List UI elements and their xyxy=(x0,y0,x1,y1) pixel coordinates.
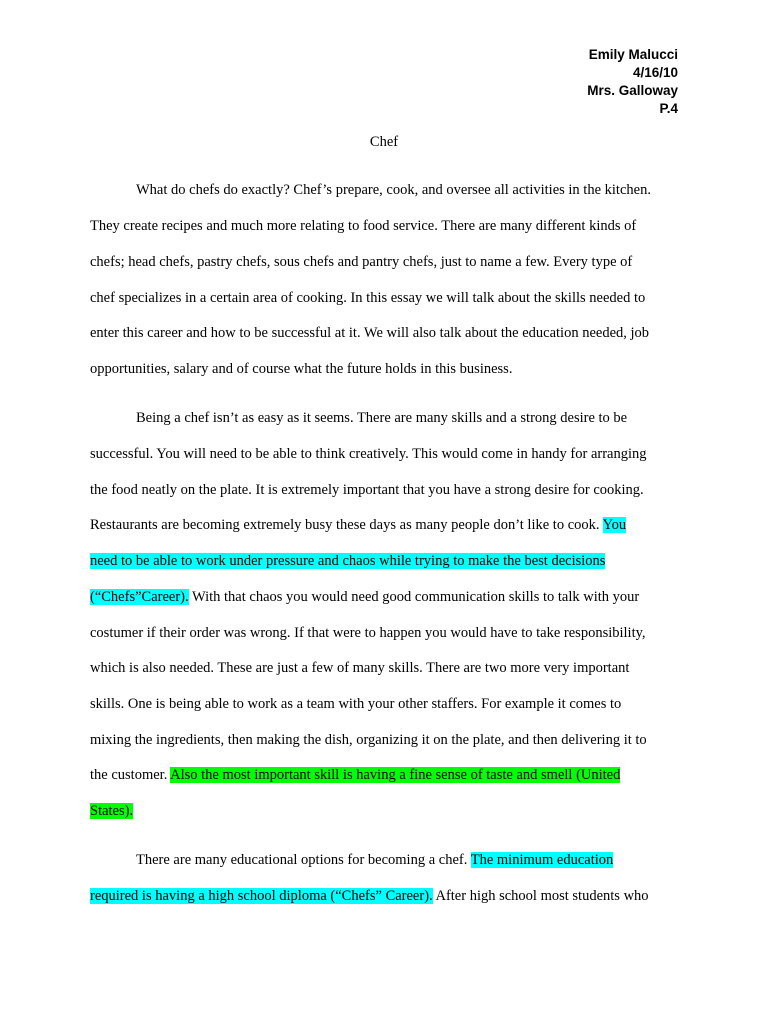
text-line xyxy=(90,623,646,643)
text-segment: the customer. xyxy=(90,767,171,783)
highlighted-citation: You xyxy=(602,517,627,533)
text-segment: Restaurants are becoming extremely busy these days as many people don’t like to cook. xyxy=(90,517,603,533)
text-line xyxy=(90,551,605,571)
highlighted-citation: (“Chefs”Career). xyxy=(90,589,189,605)
text-segment: mixing the ingredients, then making the dish, organizing it on the plate, and then delivering it to xyxy=(90,732,647,748)
class-period: P.4 xyxy=(659,101,678,116)
document-date: 4/16/10 xyxy=(632,65,678,80)
highlighted-citation: Also the most important skill is having a fine sense of taste and smell (United xyxy=(170,767,621,783)
text-segment: With that chaos you would need good communication skills to talk with your xyxy=(188,589,640,605)
text-line xyxy=(90,323,649,343)
text-segment: successful. You will need to be able to think creatively. This would come in handy for arranging xyxy=(90,446,647,462)
text-line xyxy=(90,252,632,272)
text-segment: What do chefs do exactly? Chef’s prepare, cook, and oversee all activities in the kitchen. xyxy=(136,182,651,198)
text-line xyxy=(90,288,645,308)
text-line xyxy=(90,216,636,236)
text-segment: After high school most students who xyxy=(432,888,649,904)
text-line xyxy=(90,765,620,785)
text-segment: which is also needed. These are just a few of many skills. There are two more very important xyxy=(90,660,630,676)
document-title: Chef xyxy=(369,134,399,150)
text-segment: opportunities, salary and of course what the future holds in this business. xyxy=(90,361,513,377)
text-line xyxy=(90,886,649,906)
text-segment: chef specializes in a certain area of cooking. In this essay we will talk about the skills needed to xyxy=(90,290,646,306)
text-line xyxy=(90,801,133,821)
highlighted-citation: States). xyxy=(90,803,134,819)
highlighted-citation: need to be able to work under pressure and chaos while trying to make the best decisions xyxy=(90,553,606,569)
text-line xyxy=(90,694,621,714)
teacher-name: Mrs. Galloway xyxy=(587,83,678,98)
text-line xyxy=(136,850,613,870)
author-name: Emily Malucci xyxy=(588,47,678,62)
text-line xyxy=(90,730,647,750)
text-segment: enter this career and how to be successful at it. We will also talk about the education needed, job xyxy=(90,325,650,341)
highlighted-citation: The minimum education xyxy=(470,852,614,868)
text-line xyxy=(90,587,639,607)
text-line xyxy=(90,515,626,535)
text-line xyxy=(90,658,629,678)
text-segment: costumer if their order was wrong. If that were to happen you would have to take responsibility, xyxy=(90,625,646,641)
text-line xyxy=(136,408,627,428)
text-segment: They create recipes and much more relating to food service. There are many different kinds of xyxy=(90,218,637,234)
text-segment: skills. One is being able to work as a team with your other staffers. For example it comes to xyxy=(90,696,622,712)
text-line xyxy=(136,180,651,200)
text-line xyxy=(90,359,512,379)
text-line xyxy=(90,444,647,464)
text-segment: There are many educational options for becoming a chef. xyxy=(136,852,471,868)
text-line xyxy=(90,480,644,500)
text-segment: the food neatly on the plate. It is extremely important that you have a strong desire for cooking. xyxy=(90,482,644,498)
highlighted-citation: required is having a high school diploma (“Chefs” Career). xyxy=(90,888,433,904)
text-segment: chefs; head chefs, pastry chefs, sous chefs and pantry chefs, just to name a few. Every type of xyxy=(90,254,633,270)
text-segment: Being a chef isn’t as easy as it seems. There are many skills and a strong desire to be xyxy=(136,410,628,426)
